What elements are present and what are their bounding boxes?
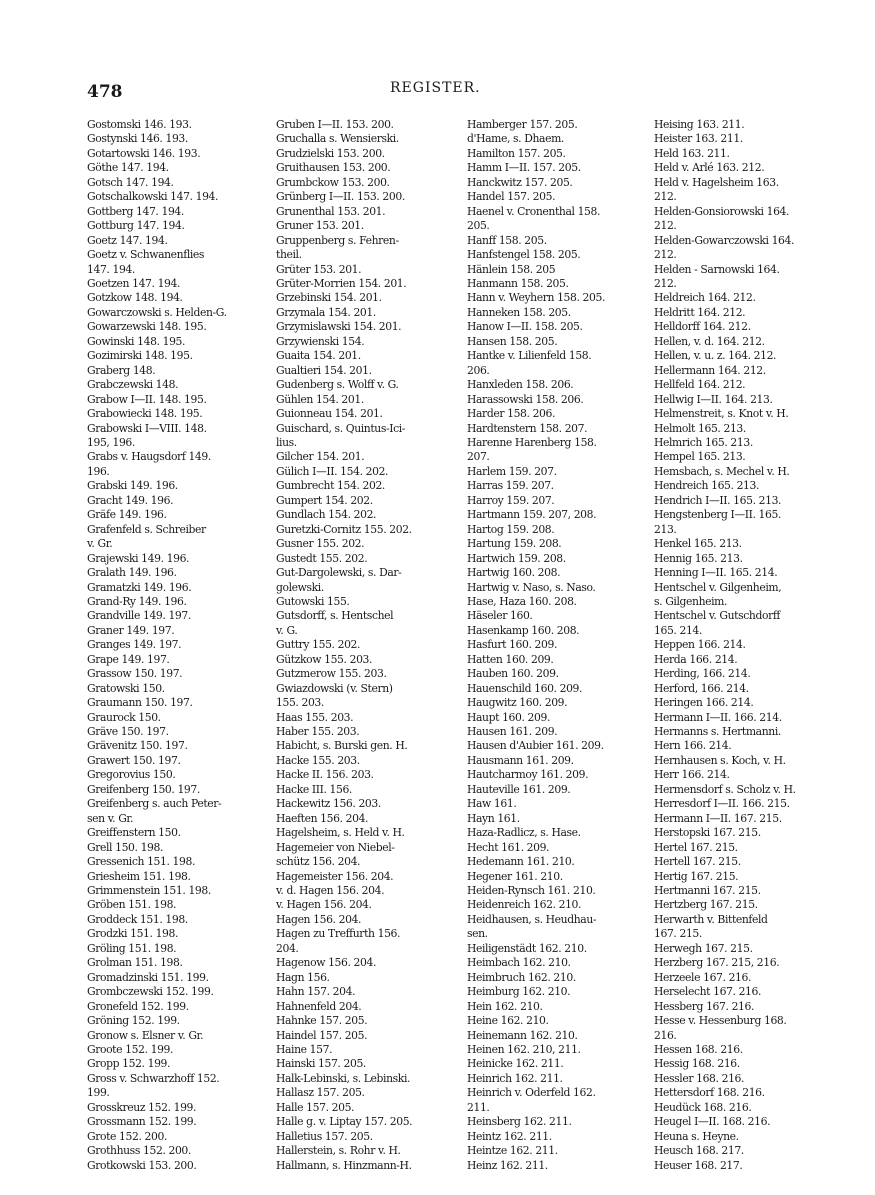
index-entry: Hermanns s. Hertmanni. [654, 725, 781, 739]
index-entry: Grothhuss 152. 200. [87, 1144, 191, 1158]
index-entry: 196. [87, 464, 110, 478]
index-entry: Harenne Harenberg 158. [467, 435, 597, 449]
index-entry: Gützkow 155. 203. [276, 652, 373, 666]
index-entry: Hacke II. 156. 203. [276, 768, 374, 782]
index-entry: Haindel 157. 205. [276, 1028, 368, 1042]
index-entry: 205. [467, 219, 490, 233]
index-entry: Heusch 168. 217. [654, 1144, 744, 1158]
index-entry: Grabowiecki 148. 195. [87, 407, 203, 421]
index-entry: Gutsdorff, s. Hentschel [276, 609, 394, 623]
index-entry: Grote 152. 200. [87, 1129, 167, 1143]
index-entry: sen v. Gr. [87, 811, 134, 825]
index-entry: sen. [467, 927, 488, 941]
index-entry: Hausen 161. 209. [467, 725, 558, 739]
index-entry: Hesse v. Hessenburg 168. [654, 1014, 787, 1028]
index-entry: Hackewitz 156. 203. [276, 797, 381, 811]
index-entry: Hegener 161. 210. [467, 869, 563, 883]
index-entry: Gratowski 150. [87, 681, 165, 695]
index-entry: 211. [467, 1100, 490, 1114]
index-entry: Hatten 160. 209. [467, 652, 554, 666]
index-entry: Henning I—II. 165. 214. [654, 566, 778, 580]
index-entry: Guaita 154. 201. [276, 349, 361, 363]
index-entry: Harras 159. 207. [467, 479, 554, 493]
index-entry: Groddeck 151. 198. [87, 912, 188, 926]
index-entry: 147. 194. [87, 262, 135, 276]
index-entry: Hautcharmoy 161. 209. [467, 768, 589, 782]
index-entry: Herstopski 167. 215. [654, 826, 761, 840]
index-entry: Gräve 150. 197. [87, 725, 169, 739]
index-entry: Hennig 165. 213. [654, 551, 743, 565]
index-entry: Herding, 166. 214. [654, 667, 751, 681]
index-entry: Haw 161. [467, 797, 517, 811]
index-entry: Hellermann 164. 212. [654, 363, 766, 377]
index-entry: Hansen 158. 205. [467, 334, 558, 348]
index-column-4 [654, 118, 854, 1173]
index-column-2 [276, 118, 476, 1173]
index-entry: Graurock 150. [87, 710, 161, 724]
index-entry: Heppen 166. 214. [654, 638, 746, 652]
index-entry: Hann v. Weyhern 158. 205. [467, 291, 605, 305]
index-entry: 207. [467, 450, 490, 464]
index-entry: Gumbrecht 154. 202. [276, 479, 385, 493]
index-entry: 216. [654, 1028, 677, 1042]
index-entry: 212. [654, 248, 677, 262]
index-entry: Heintz 162. 211. [467, 1129, 552, 1143]
index-entry: Hartwig 160. 208. [467, 566, 561, 580]
index-entry: Held v. Hagelsheim 163. [654, 175, 779, 189]
index-entry: Hallerstein, s. Rohr v. H. [276, 1144, 401, 1158]
index-entry: Helldorff 164. 212. [654, 320, 751, 334]
index-entry: Heringen 166. 214. [654, 696, 754, 710]
index-entry: Heldreich 164. 212. [654, 291, 756, 305]
index-entry: Held v. Arlé 163. 212. [654, 161, 765, 175]
index-entry: Gudenberg s. Wolff v. G. [276, 378, 399, 392]
index-entry: Heinrich 162. 211. [467, 1071, 563, 1085]
index-entry: Grajewski 149. 196. [87, 551, 190, 565]
index-entry: Gumpert 154. 202. [276, 493, 373, 507]
index-entry: Hahnenfeld 204. [276, 999, 362, 1013]
index-entry: Gowinski 148. 195. [87, 334, 186, 348]
index-entry: Gilcher 154. 201. [276, 450, 365, 464]
index-entry: v. G. [276, 623, 298, 637]
index-entry: Grodzki 151. 198. [87, 927, 179, 941]
index-entry: Hagenow 156. 204. [276, 956, 376, 970]
index-entry: Helmolt 165. 213. [654, 421, 746, 435]
index-entry: Goetzen 147. 194. [87, 276, 181, 290]
index-entry: Hartung 159. 208. [467, 537, 562, 551]
index-entry: Gruben I—II. 153. 200. [276, 118, 394, 131]
index-entry: Halle 157. 205. [276, 1100, 355, 1114]
index-entry: Gröben 151. 198. [87, 898, 177, 912]
index-entry: Hartog 159. 208. [467, 522, 555, 536]
index-entry: Hermann I—II. 167. 215. [654, 811, 782, 825]
index-entry: Gundlach 154. 202. [276, 508, 377, 522]
index-entry: Gozimirski 148. 195. [87, 349, 193, 363]
index-entry: Herselecht 167. 216. [654, 985, 762, 999]
index-entry: Hessler 168. 216. [654, 1071, 745, 1085]
index-entry: Heister 163. 211. [654, 132, 743, 146]
index-entry: Gross v. Schwarzhoff 152. [87, 1071, 220, 1085]
index-entry: Grävenitz 150. 197. [87, 739, 188, 753]
index-entry: Grabow I—II. 148. 195. [87, 392, 207, 406]
index-entry: Heinemann 162. 210. [467, 1028, 578, 1042]
index-entry: Goetz 147. 194. [87, 233, 168, 247]
index-entry: Grombczewski 152. 199. [87, 985, 214, 999]
index-entry: Grünberg I—II. 153. 200. [276, 190, 405, 204]
index-entry: Grolman 151. 198. [87, 956, 183, 970]
index-entry: v. Gr. [87, 537, 113, 551]
index-entry: Grumbckow 153. 200. [276, 175, 390, 189]
index-entry: s. Gilgenheim. [654, 594, 728, 608]
index-entry: Hahn 157. 204. [276, 985, 356, 999]
index-entry: 212. [654, 219, 677, 233]
index-entry: Harder 158. 206. [467, 407, 556, 421]
index-entry: Hertig 167. 215. [654, 869, 739, 883]
index-entry: Gotzkow 148. 194. [87, 291, 183, 305]
index-entry: Gruner 153. 201. [276, 219, 364, 233]
index-entry: Handel 157. 205. [467, 190, 556, 204]
index-entry: Grabczewski 148. [87, 378, 179, 392]
index-entry: Heinsberg 162. 211. [467, 1115, 572, 1129]
index-entry: Grunenthal 153. 201. [276, 204, 386, 218]
index-entry: Heiligenstädt 162. 210. [467, 941, 587, 955]
index-entry: 195, 196. [87, 435, 135, 449]
index-entry: Haas 155. 203. [276, 710, 354, 724]
index-entry: Hentschel v. Gilgenheim, [654, 580, 782, 594]
index-entry: Gutowski 155. [276, 594, 350, 608]
index-entry: v. d. Hagen 156. 204. [276, 884, 385, 898]
index-entry: Gustedt 155. 202. [276, 551, 368, 565]
index-entry: Griesheim 151. 198. [87, 869, 191, 883]
index-entry: Hengstenberg I—II. 165. [654, 508, 781, 522]
index-entry: Herzeele 167. 216. [654, 970, 752, 984]
index-entry: 213. [654, 522, 677, 536]
index-entry: Hacke III. 156. [276, 782, 352, 796]
index-entry: Grell 150. 198. [87, 840, 164, 854]
index-entry: Gräfe 149. 196. [87, 508, 167, 522]
index-entry: Gottburg 147. 194. [87, 219, 185, 233]
index-entry: Graberg 148. [87, 363, 156, 377]
index-entry: Gotartowski 146. 193. [87, 146, 201, 160]
index-entry: Hallasz 157. 205. [276, 1086, 365, 1100]
index-column-3 [467, 118, 667, 1173]
index-entry: Greiffenstern 150. [87, 826, 181, 840]
index-entry: Hänlein 158. 205 [467, 262, 556, 276]
index-entry: Heine 162. 210. [467, 1014, 549, 1028]
index-entry: Henkel 165. 213. [654, 537, 742, 551]
index-entry: Hentschel v. Gutschdorff [654, 609, 781, 623]
index-entry: Hettersdorf 168. 216. [654, 1086, 765, 1100]
index-entry: Gutzmerow 155. 203. [276, 667, 387, 681]
index-entry: 212. [654, 276, 677, 290]
index-entry: v. Hagen 156. 204. [276, 898, 372, 912]
index-entry: Hanmann 158. 205. [467, 276, 569, 290]
index-entry: Hagemeister 156. 204. [276, 869, 394, 883]
index-entry: Gülich I—II. 154. 202. [276, 464, 389, 478]
index-entry: Grafenfeld s. Schreiber [87, 522, 206, 536]
index-entry: Hagen 156. 204. [276, 912, 362, 926]
index-entry: Häseler 160. [467, 609, 533, 623]
index-entry: Gut-Dargolewski, s. Dar- [276, 566, 402, 580]
index-entry: 206. [467, 363, 490, 377]
index-entry: Gostomski 146. 193. [87, 118, 192, 131]
index-entry: Hanneken 158. 205. [467, 305, 571, 319]
index-entry: Hellfeld 164. 212. [654, 378, 746, 392]
index-entry: Haugwitz 160. 209. [467, 696, 568, 710]
index-entry: Hertell 167. 215. [654, 855, 741, 869]
index-entry: Gusner 155. 202. [276, 537, 365, 551]
index-entry: Greifenberg 150. 197. [87, 782, 200, 796]
index-entry: Herwarth v. Bittenfeld [654, 912, 768, 926]
index-entry: Held 163. 211. [654, 146, 730, 160]
index-entry: Halk-Lebinski, s. Lebinski. [276, 1071, 411, 1085]
index-entry: Haza-Radlicz, s. Hase. [467, 826, 581, 840]
index-entry: Heudück 168. 216. [654, 1100, 752, 1114]
index-entry: Hamm I—II. 157. 205. [467, 161, 581, 175]
index-entry: Habicht, s. Burski gen. H. [276, 739, 408, 753]
index-entry: Hessberg 167. 216. [654, 999, 755, 1013]
index-entry: Gühlen 154. 201. [276, 392, 364, 406]
index-entry: Heidenreich 162. 210. [467, 898, 582, 912]
index-entry: Herresdorf I—II. 166. 215. [654, 797, 790, 811]
index-entry: Gressenich 151. 198. [87, 855, 195, 869]
index-entry: Hertmanni 167. 215. [654, 884, 761, 898]
index-entry: Hein 162. 210. [467, 999, 543, 1013]
index-entry: theil. [276, 248, 302, 262]
index-entry: Gruithausen 153. 200. [276, 161, 391, 175]
index-entry: Grzebinski 154. 201. [276, 291, 382, 305]
index-entry: Gotschalkowski 147. 194. [87, 190, 219, 204]
index-entry: Halle g. v. Liptay 157. 205. [276, 1115, 413, 1129]
index-entry: Gualtieri 154. 201. [276, 363, 372, 377]
index-entry: Hellwig I—II. 164. 213. [654, 392, 773, 406]
index-entry: Gowarczowski s. Helden-G. [87, 305, 227, 319]
index-entry: Gralath 149. 196. [87, 566, 177, 580]
index-entry: Heuna s. Heyne. [654, 1129, 739, 1143]
index-entry: Grudzielski 153. 200. [276, 146, 385, 160]
index-entry: Hayn 161. [467, 811, 520, 825]
index-entry: Guischard, s. Quintus-Ici- [276, 421, 406, 435]
index-entry: Grotkowski 153. 200. [87, 1158, 197, 1172]
index-entry: Grape 149. 197. [87, 652, 170, 666]
index-entry: Herr 166. 214. [654, 768, 730, 782]
index-entry: Herford, 166. 214. [654, 681, 749, 695]
running-head-title: REGISTER. [390, 80, 481, 96]
index-entry: d'Hame, s. Dhaem. [467, 132, 564, 146]
index-entry: Hendreich 165. 213. [654, 479, 760, 493]
index-entry: Hahnke 157. 205. [276, 1014, 368, 1028]
index-entry: Heimburg 162. 210. [467, 985, 571, 999]
index-entry: Heinicke 162. 211. [467, 1057, 564, 1071]
index-entry: Helden - Sarnowski 164. [654, 262, 780, 276]
index-entry: Hacke 155. 203. [276, 753, 360, 767]
index-entry: Heidhausen, s. Heudhau- [467, 912, 597, 926]
index-entry: Hellen, v. d. 164. 212. [654, 334, 765, 348]
index-entry: Hedemann 161. 210. [467, 855, 575, 869]
index-entry: Grossmann 152. 199. [87, 1115, 197, 1129]
index-entry: lius. [276, 435, 297, 449]
index-entry: Grand-Ry 149. 196. [87, 594, 187, 608]
index-entry: Gwiazdowski (v. Stern) [276, 681, 393, 695]
index-entry: Hempel 165. 213. [654, 450, 746, 464]
index-entry: Hauenschild 160. 209. [467, 681, 583, 695]
index-entry: Hessen 168. 216. [654, 1043, 743, 1056]
index-entry: Hardtenstern 158. 207. [467, 421, 588, 435]
index-entry: Grüter-Morrien 154. 201. [276, 276, 407, 290]
index-entry: Hainski 157. 205. [276, 1057, 366, 1071]
index-entry: Hartmann 159. 207, 208. [467, 508, 597, 522]
index-entry: Hertzberg 167. 215. [654, 898, 758, 912]
index-entry: Gotsch 147. 194. [87, 175, 174, 189]
index-entry: 167. 215. [654, 927, 702, 941]
index-entry: Grawert 150. 197. [87, 753, 181, 767]
index-entry: Greifenberg s. auch Peter- [87, 797, 222, 811]
index-entry: Gröning 152. 199. [87, 1014, 180, 1028]
index-entry: Heugel I—II. 168. 216. [654, 1115, 771, 1129]
index-entry: Hamilton 157. 205. [467, 146, 566, 160]
index-entry: Haenel v. Cronenthal 158. [467, 204, 601, 218]
index-entry: Hauben 160. 209. [467, 667, 559, 681]
index-entry: Harassowski 158. 206. [467, 392, 584, 406]
index-entry: Hermensdorf s. Scholz v. H. [654, 782, 796, 796]
index-entry: Groote 152. 199. [87, 1043, 174, 1056]
index-entry: Gracht 149. 196. [87, 493, 174, 507]
index-entry: Halletius 157. 205. [276, 1129, 373, 1143]
index-entry: Gröling 151. 198. [87, 941, 177, 955]
index-entry: Hagemeier von Niebel- [276, 840, 395, 854]
index-entry: Heinz 162. 211. [467, 1158, 548, 1172]
index-entry: Heinrich v. Oderfeld 162. [467, 1086, 596, 1100]
index-entry: Haeften 156. 204. [276, 811, 369, 825]
index-entry: schütz 156. 204. [276, 855, 361, 869]
index-entry: Hartwich 159. 208. [467, 551, 566, 565]
index-entry: Hasfurt 160. 209. [467, 638, 557, 652]
index-entry: Haupt 160. 209. [467, 710, 551, 724]
index-entry: Gropp 152. 199. [87, 1057, 171, 1071]
index-entry: Hanff 158. 205. [467, 233, 547, 247]
index-entry: Guionneau 154. 201. [276, 407, 383, 421]
index-entry: Haber 155. 203. [276, 725, 360, 739]
index-entry: Hendrich I—II. 165. 213. [654, 493, 782, 507]
index-entry: Grabowski I—VIII. 148. [87, 421, 207, 435]
index-entry: Heising 163. 211. [654, 118, 745, 131]
index-entry: Graner 149. 197. [87, 623, 175, 637]
index-entry: Hagen zu Treffurth 156. [276, 927, 401, 941]
index-entry: Gramatzki 149. 196. [87, 580, 192, 594]
index-entry: Hagn 156. [276, 970, 330, 984]
index-entry: Helden-Gowarczowski 164. [654, 233, 795, 247]
index-entry: Gruchalla s. Wensierski. [276, 132, 399, 146]
index-entry: Göthe 147. 194. [87, 161, 169, 175]
index-entry: Hemsbach, s. Mechel v. H. [654, 464, 790, 478]
index-entry: Gromadzinski 151. 199. [87, 970, 209, 984]
index-entry: Hartwig v. Naso, s. Naso. [467, 580, 596, 594]
index-entry: Grabs v. Haugsdorf 149. [87, 450, 211, 464]
index-entry: Hessig 168. 216. [654, 1057, 740, 1071]
index-entry: Hase, Haza 160. 208. [467, 594, 577, 608]
index-entry: Graumann 150. 197. [87, 696, 193, 710]
index-entry: Hellen, v. u. z. 164. 212. [654, 349, 777, 363]
index-entry: Heldritt 164. 212. [654, 305, 746, 319]
index-entry: Heimbruch 162. 210. [467, 970, 576, 984]
index-entry: Hernhausen s. Koch, v. H. [654, 753, 786, 767]
index-entry: Grzymislawski 154. 201. [276, 320, 402, 334]
index-entry: Heinen 162. 210, 211. [467, 1043, 581, 1056]
index-entry: Heiden-Rynsch 161. 210. [467, 884, 596, 898]
index-entry: Hagelsheim, s. Held v. H. [276, 826, 405, 840]
index-entry: 165. 214. [654, 623, 702, 637]
index-entry: Grzywienski 154. [276, 334, 365, 348]
index-entry: Heimbach 162. 210. [467, 956, 571, 970]
index-entry: golewski. [276, 580, 324, 594]
index-entry: Gottberg 147. 194. [87, 204, 184, 218]
index-entry: 155. 203. [276, 696, 324, 710]
index-entry: Gruppenberg s. Fehren- [276, 233, 399, 247]
index-entry: Hanckwitz 157. 205. [467, 175, 573, 189]
page-number: 478 [87, 82, 123, 102]
index-entry: Heintze 162. 211. [467, 1144, 558, 1158]
index-entry: Helmrich 165. 213. [654, 435, 753, 449]
index-entry: 199. [87, 1086, 110, 1100]
index-entry: Hertel 167. 215. [654, 840, 738, 854]
index-entry: Grzymala 154. 201. [276, 305, 376, 319]
index-entry: Grimmenstein 151. 198. [87, 884, 211, 898]
index-entry: Hausen d'Aubier 161. 209. [467, 739, 604, 753]
index-entry: Gowarzewski 148. 195. [87, 320, 207, 334]
index-entry: Helmenstreit, s. Knot v. H. [654, 407, 789, 421]
index-entry: 204. [276, 941, 299, 955]
index-entry: Helden-Gonsiorowski 164. [654, 204, 790, 218]
index-entry: Hecht 161. 209. [467, 840, 550, 854]
index-entry: Gronefeld 152. 199. [87, 999, 189, 1013]
index-entry: Hanfstengel 158. 205. [467, 248, 581, 262]
index-entry: Herzberg 167. 215, 216. [654, 956, 780, 970]
index-entry: Gronow s. Elsner v. Gr. [87, 1028, 204, 1042]
index-column-1 [87, 118, 287, 1173]
index-entry: Hallmann, s. Hinzmann-H. [276, 1158, 412, 1172]
index-entry: Haine 157. [276, 1043, 333, 1056]
index-entry: Hern 166. 214. [654, 739, 732, 753]
index-entry: Hamberger 157. 205. [467, 118, 578, 131]
index-entry: Harlem 159. 207. [467, 464, 557, 478]
index-entry: Harroy 159. 207. [467, 493, 555, 507]
index-entry: 212. [654, 190, 677, 204]
index-entry: Heuser 168. 217. [654, 1158, 743, 1172]
index-entry: Herwegh 167. 215. [654, 941, 753, 955]
index-entry: Hausmann 161. 209. [467, 753, 574, 767]
index-entry: Grabski 149. 196. [87, 479, 178, 493]
index-entry: Hauteville 161. 209. [467, 782, 571, 796]
index-entry: Guretzki-Cornitz 155. 202. [276, 522, 412, 536]
index-entry: Hantke v. Lilienfeld 158. [467, 349, 592, 363]
index-entry: Guttry 155. 202. [276, 638, 361, 652]
index-entry: Hanow I—II. 158. 205. [467, 320, 583, 334]
index-entry: Hermann I—II. 166. 214. [654, 710, 782, 724]
index-entry: Herda 166. 214. [654, 652, 738, 666]
index-entry: Hasenkamp 160. 208. [467, 623, 580, 637]
index-entry: Goetz v. Schwanenflies [87, 248, 205, 262]
index-entry: Grüter 153. 201. [276, 262, 362, 276]
index-entry: Hanxleden 158. 206. [467, 378, 574, 392]
index-entry: Grosskreuz 152. 199. [87, 1100, 197, 1114]
index-entry: Gostynski 146. 193. [87, 132, 188, 146]
index-entry: Grandville 149. 197. [87, 609, 191, 623]
index-entry: Grassow 150. 197. [87, 667, 183, 681]
index-entry: Granges 149. 197. [87, 638, 182, 652]
index-entry: Gregorovius 150. [87, 768, 176, 782]
